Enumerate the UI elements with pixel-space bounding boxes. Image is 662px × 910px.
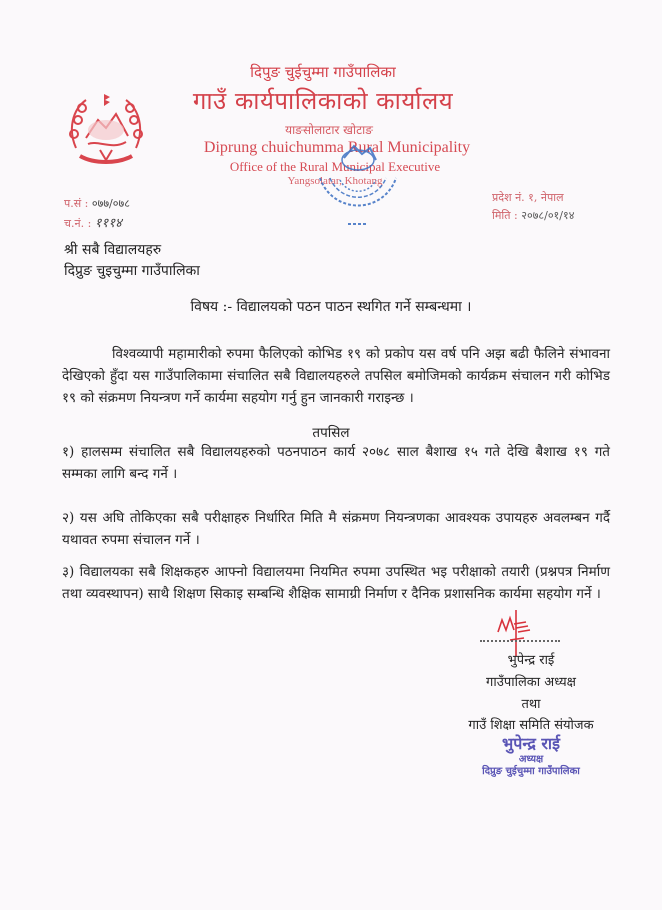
seal-title: अध्यक्ष <box>518 754 544 765</box>
office-stamp-icon <box>310 138 406 234</box>
list-item: १) हालसम्म संचालित सबै विद्यालयहरुको पठनपाठन कार्य २०७८ साल बैशाख १५ गते देखि बैशाख १९ गते सम्मका लागि बन्द गर्ने । <box>62 444 610 482</box>
letterhead-municipality-np: दिपुङ चुईचुम्मा गाउँपालिका <box>250 63 396 81</box>
letterhead-municipality-en: Diprung chuichumma Rural Municipality <box>203 139 471 156</box>
province-line: प्रदेश नं. १, नेपाल <box>492 191 564 204</box>
signatory-name: भुपेन्द्र राई <box>507 653 555 668</box>
addressee-line-2: दिप्रुङ चुइचुम्मा गाउँपालिका <box>64 263 200 279</box>
signature-line <box>480 640 560 642</box>
signatory-role: गाउँ शिक्षा समिति संयोजक <box>468 718 594 733</box>
letter-body: विश्वव्यापी महामारीको रुपमा फैलिएको कोभिड १९ को प्रकोप यस वर्ष पनि अझ बढी फैलिने संभावना देखिएको हुँदा यस गाउँपालिकामा संचालित सबै विद्यालयहरुले तपसिल बमोजिमको कार्यक्रम संचालन गरी कोभिड १९ को संक्रमण नियन्त्रण गर्ने कार्यमा सहयोग गर्नु हुन जानकारी गराइन्छ । <box>62 346 610 406</box>
list-item: २) यस अघि तोकिएका सबै परीक्षाहरु निर्धारित मिति मै संक्रमण नियन्त्रणका आवश्यक उपायहरु अवलम्बन गर्दै यथावत रुपमा संचालन गर्ने । <box>62 510 610 548</box>
ref-cn-label: च.नं. : <box>64 217 92 230</box>
ref-cn-value: १११४ <box>94 216 122 231</box>
list-item: ३) विद्यालयका सबै शिक्षकहरु आफ्नो विद्यालयमा नियमित रुपमा उपस्थित भइ परीक्षाको तयारी (प्रश्नपत्र निर्माण तथा व्यवस्थापन) साथै शिक्षण सिकाइ सम्बन्धि शैक्षिक सामाग्री निर्माण र दैनिक प्रशासनिक कार्यमा सहयोग गर्ने । <box>62 564 610 602</box>
date-value: २०७८/०१/१४ <box>521 209 575 222</box>
seal-org: दिप्रुङ चुईचुम्मा गाउँपालिका <box>482 766 580 777</box>
letterhead-office-np: गाउँ कार्यपालिकाको कार्यालय <box>192 87 454 115</box>
date-label: मिति : <box>492 209 518 222</box>
signatory-title: गाउँपालिका अध्यक्ष <box>486 675 576 690</box>
letterhead-office-en: Office of the Rural Municipal Executive <box>229 159 441 174</box>
dispatch-number <box>64 213 122 231</box>
reference-number <box>64 196 130 211</box>
addressee-line-1: श्री सबै विद्यालयहरु <box>64 242 162 258</box>
ref-ps-label: प.सं : <box>64 197 89 210</box>
letterhead-address-np: याङसोलाटार खोटाङ <box>285 123 373 137</box>
letter-date <box>492 208 574 223</box>
ref-ps-value: ०७७/०७८ <box>91 197 130 210</box>
seal-name: भुपेन्द्र राई <box>502 734 560 753</box>
tapasil-heading: तपसिल <box>312 425 350 441</box>
letterhead-address-en: Yangsolatar, Khotang <box>287 175 383 187</box>
signatory-conjunction: तथा <box>521 697 541 712</box>
letter-subject: विषय :- विद्यालयको पठन पाठन स्थगित गर्ने सम्बन्धमा । <box>190 299 472 315</box>
